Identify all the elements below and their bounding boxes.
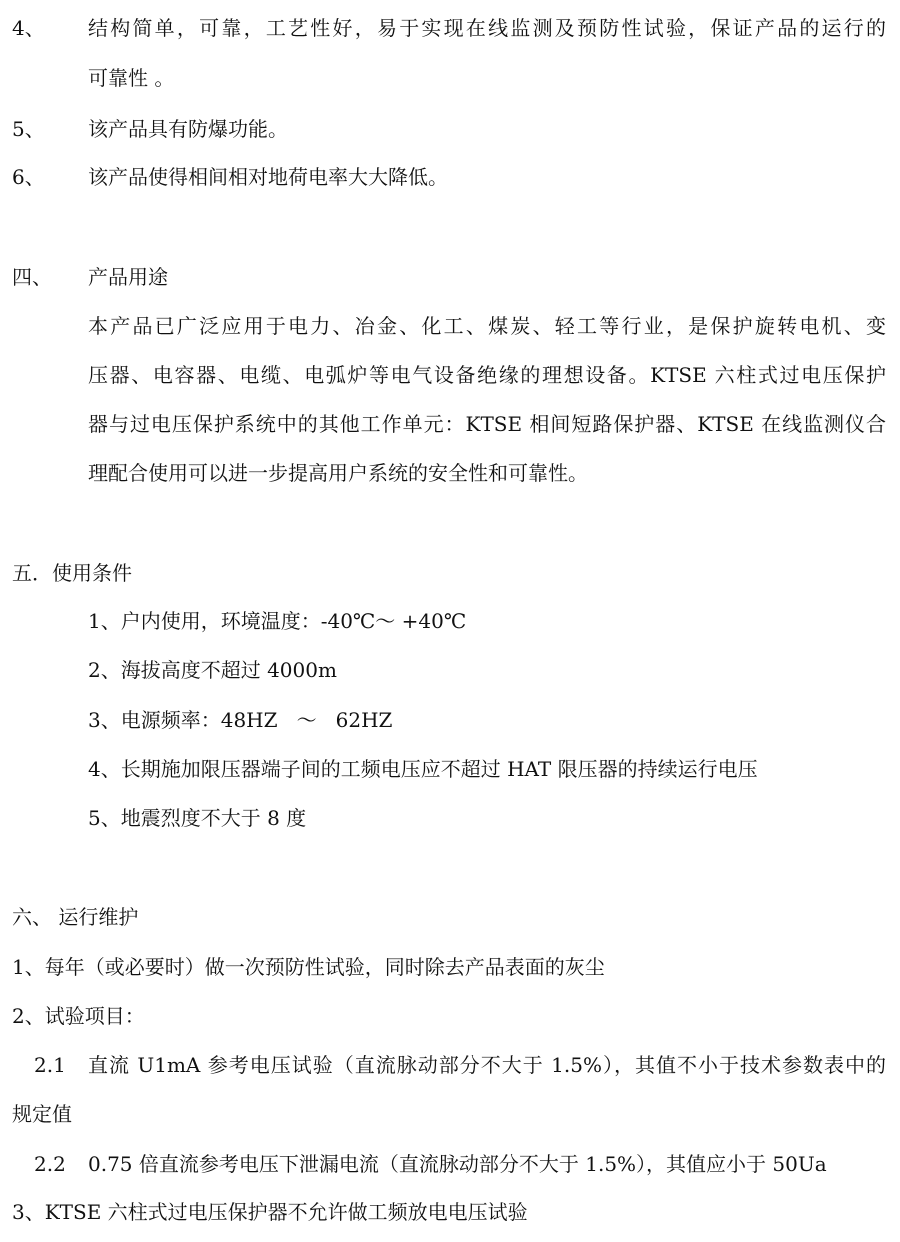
- item-5-number: 5、: [12, 117, 45, 141]
- section-5-item-4: 4、长期施加限压器端子间的工频电压应不超过 HAT 限压器的持续运行电压: [88, 757, 758, 781]
- item-4-line-2: 可靠性 。: [88, 66, 175, 90]
- item-2-1-line-2: 规定值: [12, 1102, 72, 1126]
- section-5-item-5: 5、地震烈度不大于 8 度: [88, 806, 307, 830]
- section-5-item-2: 2、海拔高度不超过 4000m: [88, 658, 337, 682]
- section-5-item-3: 3、电源频率：48HZ ～ 62HZ: [88, 708, 393, 732]
- section-6-item-3: 3、KTSE 六柱式过电压保护器不允许做工频放电电压试验: [12, 1200, 528, 1224]
- item-2-2-number: 2.2: [34, 1152, 66, 1176]
- item-6-text: 该产品使得相间相对地荷电率大大降低。: [88, 165, 448, 189]
- section-6-item-1: 1、每年（或必要时）做一次预防性试验，同时除去产品表面的灰尘: [12, 955, 605, 979]
- section-6-title: 六、 运行维护: [12, 905, 139, 929]
- item-2-1-line-1: 直流 U1mA 参考电压试验（直流脉动部分不大于 1.5%），其值不小于技术参数表中的: [88, 1053, 886, 1077]
- section-4-paragraph-line-2: 压器、电容器、电缆、电弧炉等电气设备绝缘的理想设备。KTSE 六柱式过电压保护: [88, 363, 886, 387]
- item-2-2-text: 0.75 倍直流参考电压下泄漏电流（直流脉动部分不大于 1.5%），其值应小于 50Ua: [88, 1152, 827, 1176]
- item-6-number: 6、: [12, 165, 45, 189]
- item-4-number: 4、: [12, 16, 45, 40]
- section-4-title: 产品用途: [88, 265, 168, 289]
- section-4-number: 四、: [12, 265, 52, 289]
- section-4-paragraph-line-3: 器与过电压保护系统中的其他工作单元：KTSE 相间短路保护器、KTSE 在线监测仪合: [88, 412, 886, 436]
- section-4-paragraph-line-1: 本产品已广泛应用于电力、冶金、化工、煤炭、轻工等行业，是保护旋转电机、变: [88, 314, 886, 338]
- item-5-text: 该产品具有防爆功能。: [88, 117, 288, 141]
- section-5-item-1: 1、户内使用，环境温度：-40℃～ +40℃: [88, 609, 467, 633]
- item-4-line-1: 结构简单，可靠，工艺性好，易于实现在线监测及预防性试验，保证产品的运行的: [88, 16, 886, 40]
- section-6-item-2: 2、试验项目：: [12, 1004, 145, 1028]
- section-4-paragraph-line-4: 理配合使用可以进一步提高用户系统的安全性和可靠性。: [88, 461, 588, 485]
- item-2-1-number: 2.1: [34, 1053, 66, 1077]
- section-5-title: 五．使用条件: [12, 561, 132, 585]
